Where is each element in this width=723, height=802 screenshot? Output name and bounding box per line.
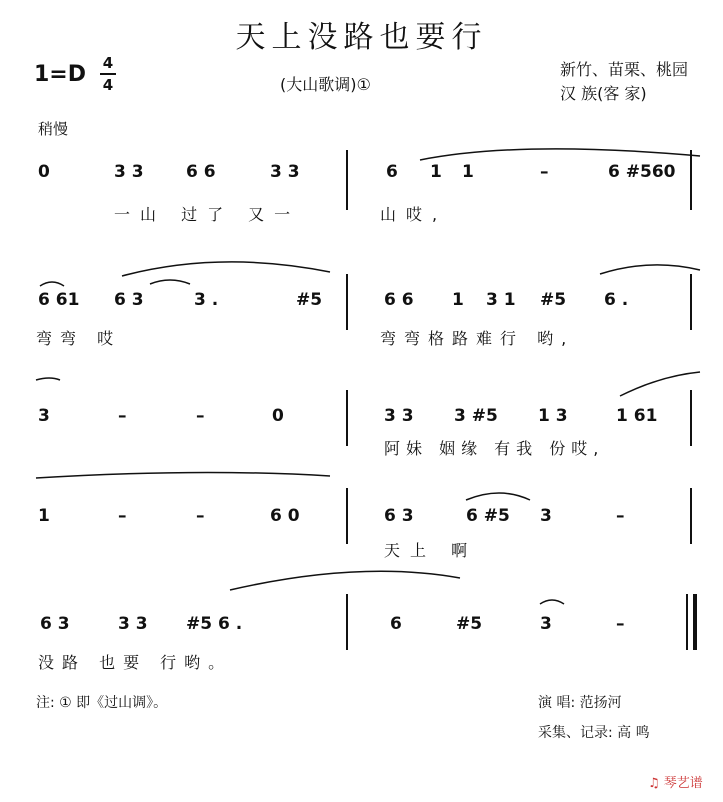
note: 3 3 (114, 162, 144, 182)
lyrics-right: 弯弯格路难行 哟, (380, 329, 575, 348)
watermark-icon: ♫ (648, 776, 660, 791)
slur (36, 378, 60, 380)
lyrics-left: 一山 过了 又一 (114, 205, 301, 224)
note: 6 #5 (466, 506, 510, 526)
note: #5 (540, 290, 567, 310)
note: 1 (38, 506, 50, 526)
slur (230, 571, 460, 590)
note: 0 (38, 162, 50, 182)
note: 3 3 (118, 614, 148, 634)
note: – (118, 506, 127, 526)
recorder-credit: 采集、记录: 高 鸣 (538, 725, 650, 741)
note: 1 61 (616, 406, 658, 426)
slur (36, 472, 330, 478)
region-line-1: 新竹、苗栗、桃园 (560, 60, 689, 79)
slur (122, 262, 330, 276)
time-signature-top: 4 (102, 54, 114, 72)
lyrics-right: 阿妹 姻缘 有我 份哎, (384, 439, 605, 458)
note: #5 (456, 614, 483, 634)
watermark-logo (648, 772, 703, 791)
note: – (540, 162, 549, 182)
tempo-marking: 稍慢 (38, 120, 69, 138)
slur (600, 265, 700, 274)
note: 6 (386, 162, 398, 182)
note: 6 0 (270, 506, 300, 526)
note: 3 (540, 614, 552, 634)
note: 1 3 (538, 406, 568, 426)
note: #5 (296, 290, 323, 310)
note: 3 . (194, 290, 219, 310)
note: 1 (462, 162, 474, 182)
key-signature: 1=D (34, 62, 87, 87)
note: 3 3 (270, 162, 300, 182)
note: 6 #560 (608, 162, 676, 182)
lyrics-right: 山哎, (380, 205, 448, 224)
lyrics-left: 没路 也要 行哟。 (38, 653, 233, 672)
note: 3 1 (486, 290, 516, 310)
note: – (196, 406, 205, 426)
slur (620, 372, 700, 396)
note: 1 (430, 162, 442, 182)
note: 6 6 (186, 162, 216, 182)
subtitle: (大山歌调)① (280, 75, 371, 94)
song-title: 天上没路也要行 (235, 20, 488, 55)
note: – (118, 406, 127, 426)
note: 6 (390, 614, 402, 634)
note: 6 61 (38, 290, 80, 310)
note: 3 (38, 406, 50, 426)
singer-credit: 演 唱: 范扬河 (538, 695, 622, 711)
watermark-text: 琴艺谱 (663, 776, 703, 791)
slur (40, 282, 64, 286)
note: – (616, 614, 625, 634)
note: 3 3 (384, 406, 414, 426)
note: 1 (452, 290, 464, 310)
note: #5 6 . (186, 614, 243, 634)
note: 3 #5 (454, 406, 498, 426)
note: 6 3 (40, 614, 70, 634)
slur (150, 280, 190, 284)
note: 0 (272, 406, 284, 426)
footnote: 注: ① 即《过山调》。 (36, 695, 168, 711)
lyrics-left: 弯弯 哎 (36, 329, 122, 348)
note: 3 (540, 506, 552, 526)
slur (420, 149, 700, 160)
lyrics-right: 天上 啊 (384, 541, 478, 560)
note: – (616, 506, 625, 526)
fermata (540, 600, 564, 604)
time-signature-bottom: 4 (102, 76, 114, 94)
note: 6 3 (384, 506, 414, 526)
note: 6 3 (114, 290, 144, 310)
region-line-2: 汉 族(客 家) (560, 84, 647, 103)
slur (466, 493, 530, 500)
note: – (196, 506, 205, 526)
note: 6 6 (384, 290, 414, 310)
note: 6 . (604, 290, 629, 310)
